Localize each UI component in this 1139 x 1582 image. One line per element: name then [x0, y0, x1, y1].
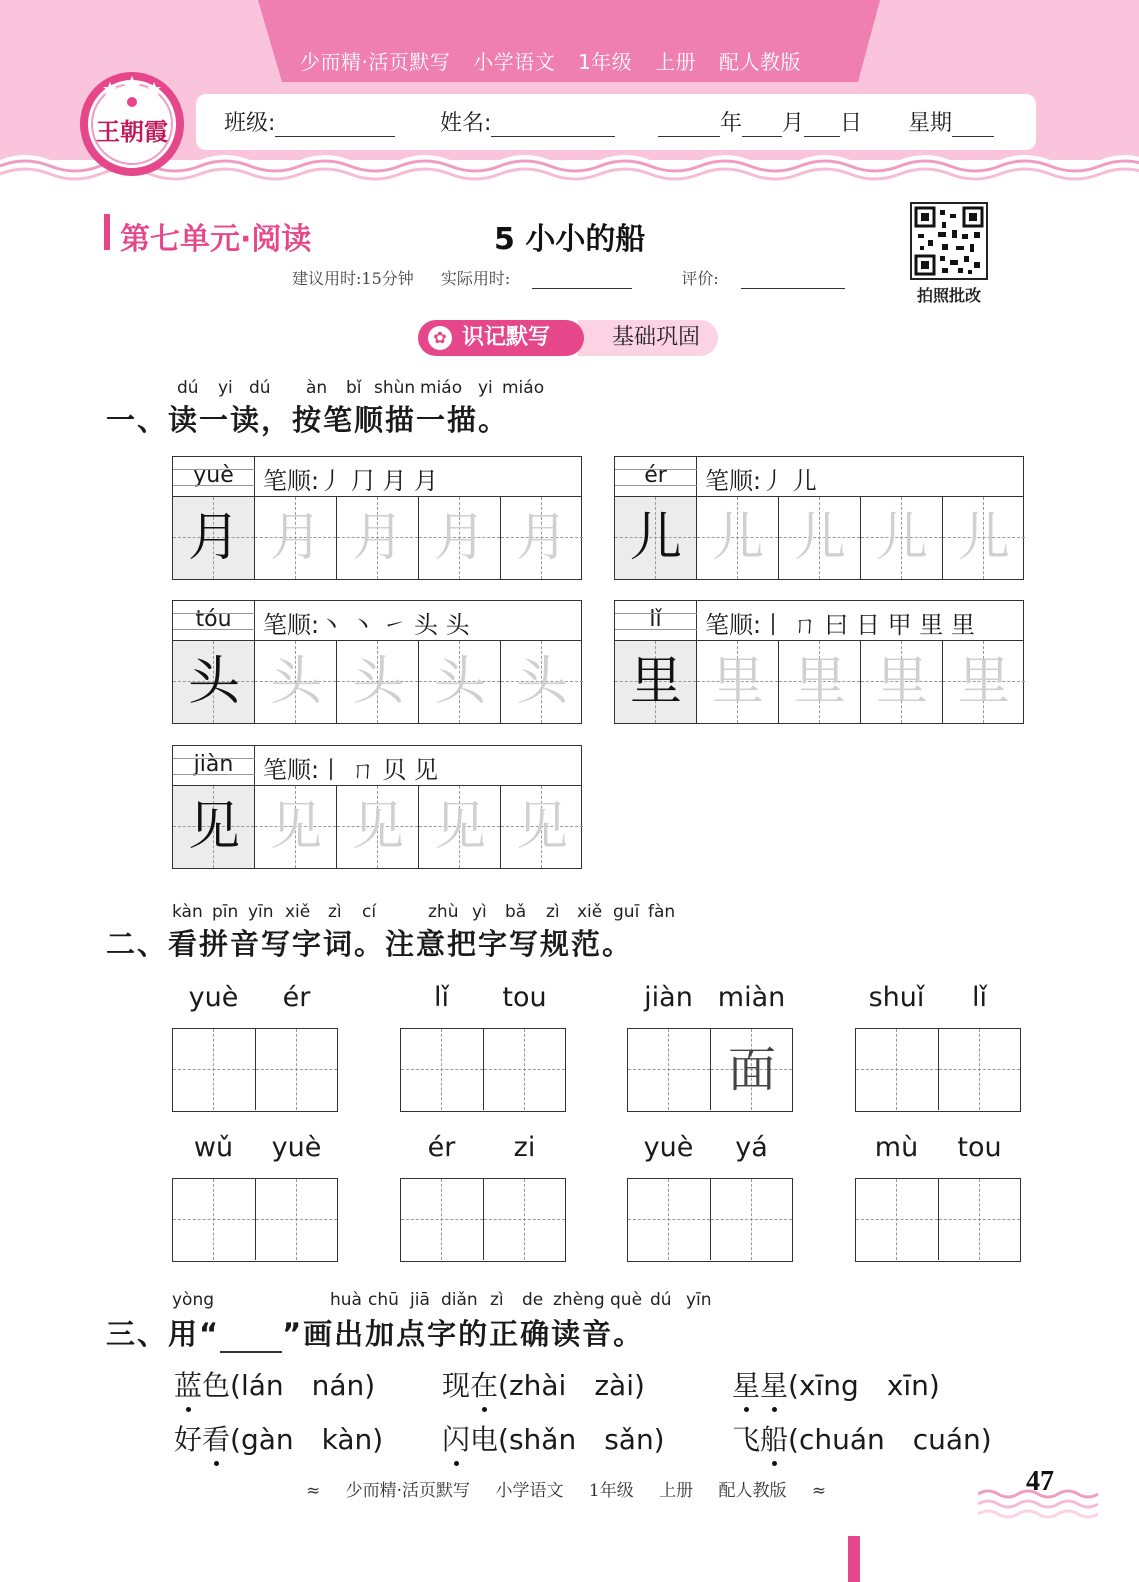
qr-code[interactable]: [910, 202, 988, 280]
class-field[interactable]: [224, 106, 395, 137]
pinyin: yì: [472, 902, 487, 922]
pinyin: yòng: [172, 1290, 215, 1310]
pinyin: ér: [282, 982, 311, 1013]
write-cell[interactable]: [255, 1029, 337, 1110]
trace-cell[interactable]: 见: [419, 786, 501, 868]
write-cell[interactable]: [938, 1179, 1020, 1260]
series-edition: 配人教版: [719, 50, 802, 74]
model-char-cell: 儿: [615, 497, 697, 579]
wave-icon: ≈: [306, 1481, 321, 1501]
trace-cell[interactable]: 月: [255, 497, 337, 579]
write-cell[interactable]: [401, 1029, 483, 1110]
banner-right: 基础巩固: [578, 320, 718, 356]
q1-title: 一、读一读，按笔顺描一描。: [106, 403, 510, 437]
stroke-table: [614, 600, 1024, 724]
pinyin: miàn: [717, 982, 786, 1013]
stroke-table: [172, 456, 582, 580]
stroke-table: [172, 745, 582, 869]
pinyin: tou: [502, 982, 547, 1013]
pinyin: xiě: [285, 902, 311, 922]
write-cell[interactable]: [628, 1029, 710, 1110]
unit-accent-bar: [104, 214, 110, 250]
pinyin: mù: [874, 1132, 919, 1163]
brand-logo: [78, 70, 186, 178]
pinyin: zì: [490, 1290, 504, 1310]
class-label: 班级:: [224, 111, 276, 136]
write-cell[interactable]: [628, 1179, 710, 1260]
pinyin: yuè: [643, 1132, 694, 1163]
stroke-pinyin: ér: [615, 457, 697, 497]
series-grade: 1年级: [578, 50, 633, 74]
stroke-table: [614, 456, 1024, 580]
q3-title: 三、用“ ”画出加点字的正确读音。: [106, 1317, 645, 1351]
trace-cell[interactable]: 见: [501, 786, 583, 868]
stroke-table: [172, 600, 582, 724]
write-cell[interactable]: [483, 1179, 565, 1260]
given-char: 面: [727, 1042, 776, 1098]
trace-cell[interactable]: 月: [337, 497, 419, 579]
pinyin: yīn: [686, 1290, 712, 1310]
reading-item[interactable]: 星星(xīng xīn): [732, 1369, 940, 1402]
trace-cell[interactable]: 儿: [779, 497, 861, 579]
reading-item[interactable]: 现在(zhài zài): [442, 1369, 645, 1402]
pinyin: bǎ: [505, 902, 527, 922]
weekday-field[interactable]: [908, 106, 994, 137]
pinyin: dú: [177, 378, 199, 398]
student-info-box: [196, 94, 1036, 150]
time-row: [292, 266, 889, 289]
name-label: 姓名:: [440, 111, 492, 136]
stroke-pinyin: jiàn: [173, 746, 255, 786]
trace-cell[interactable]: 头: [501, 641, 583, 723]
trace-cell[interactable]: 儿: [861, 497, 943, 579]
page-footer: ≈ 少而精·活页默写 小学语文 1年级 上册 配人教版 ≈: [306, 1481, 827, 1501]
model-char-cell: 月: [173, 497, 255, 579]
pinyin: shuǐ: [868, 982, 925, 1013]
lesson-title: 5 小小的船: [494, 222, 646, 257]
series-volume: 上册: [655, 50, 697, 74]
name-field[interactable]: [440, 106, 615, 137]
wave-icon: ≈: [811, 1481, 827, 1501]
pinyin: chū: [368, 1290, 399, 1310]
banner-left: ✿ 识记默写: [418, 320, 584, 356]
evaluation-label: 评价:: [681, 269, 719, 288]
model-char-cell: 头: [173, 641, 255, 723]
pinyin: yuè: [271, 1132, 322, 1163]
pinyin: fàn: [648, 902, 676, 922]
trace-cell[interactable]: 见: [255, 786, 337, 868]
qr-label: 拍照批改: [916, 286, 981, 305]
series-name: 少而精·活页默写: [300, 50, 451, 74]
flower-icon: ✿: [428, 326, 452, 350]
series-subject: 小学语文: [473, 50, 556, 74]
series-title: [300, 46, 860, 80]
pinyin: de: [522, 1290, 544, 1310]
pinyin: jiā: [410, 1290, 430, 1310]
date-field[interactable]: [658, 106, 862, 137]
reading-item[interactable]: 好看(gàn kàn): [174, 1423, 384, 1456]
stroke-pinyin: lǐ: [615, 601, 697, 641]
stroke-order: 笔顺:丿 ⺆ 月 月: [263, 467, 438, 495]
pinyin: bǐ: [346, 378, 362, 398]
pinyin: yuè: [188, 982, 239, 1013]
write-cell[interactable]: [938, 1029, 1020, 1110]
stroke-order: 笔顺:丿 儿: [705, 467, 817, 495]
bottom-edge-mark: [848, 1536, 860, 1582]
trace-cell[interactable]: 头: [337, 641, 419, 723]
day-label: 日: [840, 111, 863, 136]
pinyin: diǎn: [441, 1290, 478, 1310]
month-label: 月: [782, 111, 805, 136]
write-cell[interactable]: [856, 1029, 938, 1110]
trace-cell[interactable]: 见: [337, 786, 419, 868]
stroke-order: 笔顺:丨 ㄇ 曰 日 甲 里 里: [705, 611, 975, 639]
pinyin: tou: [957, 1132, 1002, 1163]
unit-title: 第七单元·阅读: [120, 222, 312, 257]
pinyin: yá: [735, 1132, 768, 1163]
reading-item[interactable]: 闪电(shǎn sǎn): [442, 1423, 665, 1456]
pinyin: zhù: [428, 902, 459, 922]
pinyin: yi: [478, 378, 493, 398]
pinyin: miáo: [502, 378, 545, 398]
trace-cell[interactable]: 头: [255, 641, 337, 723]
brand-logo-text: 王朝霞: [96, 117, 168, 146]
write-cell[interactable]: [856, 1179, 938, 1260]
actual-time-label: 实际用时:: [440, 269, 511, 288]
model-char-cell: 见: [173, 786, 255, 868]
trace-cell[interactable]: 月: [419, 497, 501, 579]
year-label: 年: [720, 111, 743, 136]
pinyin: huà: [330, 1290, 362, 1310]
pinyin: ér: [427, 1132, 456, 1163]
trace-cell[interactable]: 里: [943, 641, 1025, 723]
trace-cell[interactable]: 月: [501, 497, 583, 579]
pinyin: pīn: [212, 902, 239, 922]
weekday-label: 星期: [908, 111, 953, 136]
write-cell[interactable]: [255, 1179, 337, 1260]
pinyin: dú: [249, 378, 271, 398]
trace-cell[interactable]: 儿: [943, 497, 1025, 579]
pinyin: yīn: [248, 902, 274, 922]
pinyin: guī: [613, 902, 640, 922]
trace-cell[interactable]: 里: [861, 641, 943, 723]
write-cell[interactable]: [173, 1029, 255, 1110]
page-number: 47: [1026, 1466, 1054, 1497]
write-cell[interactable]: [710, 1029, 792, 1110]
pinyin: zì: [546, 902, 560, 922]
stroke-order: 笔顺:丶 丶 ㇀ 头 头: [263, 611, 470, 639]
pinyin: què: [610, 1290, 643, 1310]
write-cell[interactable]: [483, 1029, 565, 1110]
suggested-time: 建议用时:15分钟: [292, 269, 414, 288]
pinyin: wǔ: [193, 1132, 234, 1163]
pinyin: kàn: [172, 902, 203, 922]
pinyin: zhèng: [553, 1290, 605, 1310]
pinyin: zi: [513, 1132, 536, 1163]
pinyin: dú: [650, 1290, 672, 1310]
pinyin: àn: [306, 378, 328, 398]
pinyin: lǐ: [433, 982, 449, 1013]
trace-cell[interactable]: 里: [697, 641, 779, 723]
pinyin: shùn: [374, 378, 416, 398]
pinyin: jiàn: [644, 982, 693, 1013]
pinyin: xiě: [577, 902, 603, 922]
trace-cell[interactable]: 里: [779, 641, 861, 723]
pinyin: miáo: [420, 378, 463, 398]
write-cell[interactable]: [710, 1179, 792, 1260]
stroke-order: 笔顺:丨 ㄇ 贝 见: [263, 756, 438, 784]
page-waves-decoration: [978, 1484, 1108, 1528]
q2-title: 二、看拼音写字词。注意把字写规范。: [106, 927, 634, 961]
reading-item[interactable]: 蓝色(lán nán): [174, 1369, 376, 1402]
stroke-pinyin: tóu: [173, 601, 255, 641]
pinyin: yi: [218, 378, 233, 398]
pinyin: zì: [328, 902, 342, 922]
trace-cell[interactable]: 儿: [697, 497, 779, 579]
reading-item[interactable]: 飞船(chuán cuán): [732, 1423, 992, 1456]
stroke-pinyin: yuè: [173, 457, 255, 497]
model-char-cell: 里: [615, 641, 697, 723]
pinyin: cí: [362, 902, 377, 922]
write-cell[interactable]: [173, 1179, 255, 1260]
pinyin: lǐ: [971, 982, 987, 1013]
trace-cell[interactable]: 头: [419, 641, 501, 723]
write-cell[interactable]: [401, 1179, 483, 1260]
